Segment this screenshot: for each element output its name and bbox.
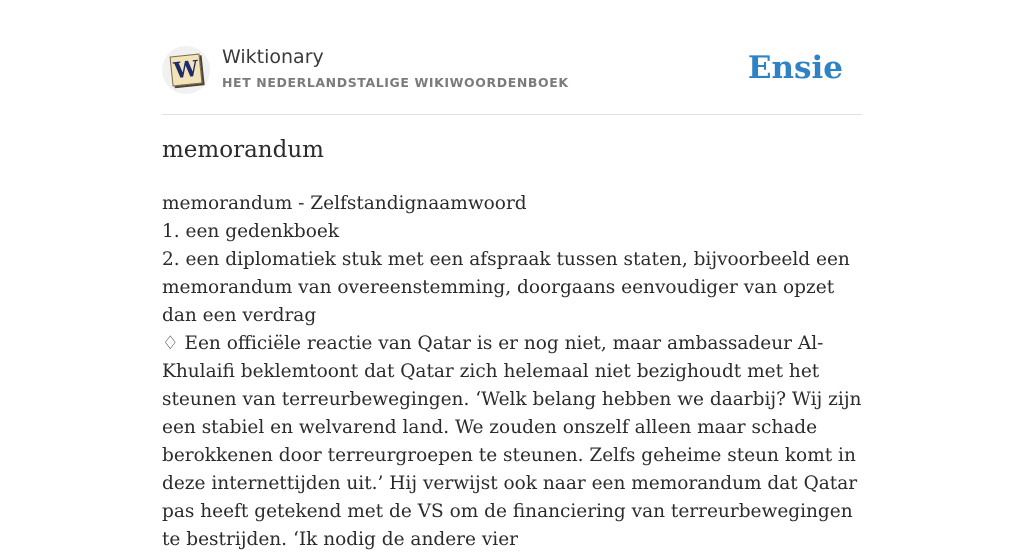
site-subtitle: HET NEDERLANDSTALIGE WIKIWOORDENBOEK (222, 75, 569, 90)
site-header (162, 0, 862, 115)
example-quote: ♢ Een officiële reactie van Qatar is er nog niet, maar ambassadeur Al-Khulaifi beklemtoont dat Qatar zich helemaal niet bezighoudt met het steunen van terreurbewegingen. ‘Welk belang hebben we daarbij? Wij zijn een stabiel en welvarend land. We zouden onszelf alleen maar schade berokkenen door terreurgroepen te steunen. Zelfs geheime steun komt in deze internettijden uit.’ Hij verwijst ook naar een memorandum dat Qatar pas heeft getekend met de VS om de financiering van terreurbewegingen te bestrijden. ‘Ik nodig de andere vier (162, 333, 862, 550)
entry-heading-line: memorandum - Zelfstandignaamwoord (162, 193, 527, 214)
wiktionary-logo[interactable] (162, 46, 210, 94)
definition-1: 1. een gedenkboek (162, 221, 340, 242)
definition-2: 2. een diplomatiek stuk met een afspraak tussen staten, bijvoorbeeld een memorandum van overeenstemming, doorgaans eenvoudiger van opzet dan een verdrag (162, 249, 850, 326)
entry-content (162, 190, 862, 554)
entry-title: memorandum (162, 137, 324, 163)
site-title[interactable]: Wiktionary (222, 46, 324, 68)
ensie-logo[interactable]: Ensie (747, 50, 843, 86)
wiktionary-tile-icon: W (170, 54, 203, 87)
